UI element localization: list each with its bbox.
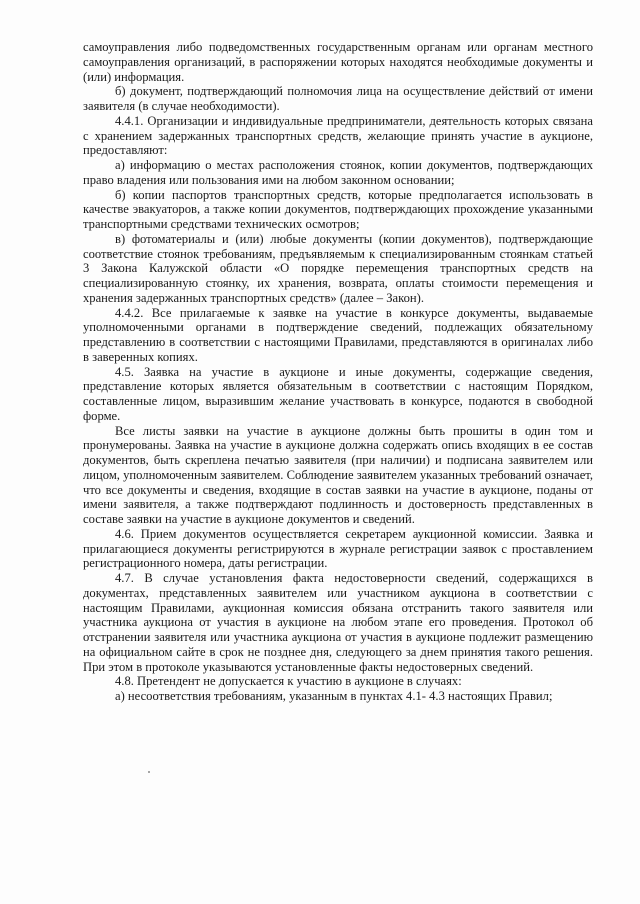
paragraph-continuation: самоуправления либо подведомственных государственным органам или органам местного самоуправления организаций, в распоряжении которых находятся необходимые документы и (или) информация. bbox=[83, 40, 593, 84]
paragraph-4-7: 4.7. В случае установления факта недостоверности сведений, содержащихся в документах, представленных заявителем или участником аукциона в соответствии с настоящим Правилами, аукционная комиссия обязана отстранить такого заявителя или участника аукциона от участия в аукционе на любом этапе его проведения. Протокол об отстранении заявителя или участника аукциона от участия в аукционе подлежит размещению на официальном сайте в срок не позднее дня, следующего за днем принятия такого решения. При этом в протоколе указываются установленные факты недостоверных сведений. bbox=[83, 571, 593, 674]
paragraph-item-v: в) фотоматериалы и (или) любые документы (копии документов), подтверждающие соответствие стоянок требованиям, предъявляемым к специализированным стоянкам статьей 3 Закона Калужской области «О порядке перемещения транспортных средств на специализированную стоянку, их хранения, возврата, оплаты стоимости перемещения и хранения задержанных транспортных средств» (далее – Закон). bbox=[83, 231, 593, 305]
paragraph-item-a: а) информацию о местах расположения стоянок, копии документов, подтверждающих право владения или пользования ими на любом законном основании; bbox=[83, 158, 593, 187]
paragraph-4-8-item-a: а) несоответствия требованиям, указанным в пунктах 4.1- 4.3 настоящих Правил; bbox=[115, 689, 553, 703]
paragraph-b-authority: б) документ, подтверждающий полномочия лица на осуществление действий от имени заявителя (в случае необходимости). bbox=[83, 84, 593, 113]
paragraph-4-4-1: 4.4.1. Организации и индивидуальные предприниматели, деятельность которых связана с хранением задержанных транспортных средств, желающие принять участие в аукционе, предоставляют: bbox=[83, 113, 593, 158]
paragraph-4-8: 4.8. Претендент не допускается к участию в аукционе в случаях: bbox=[115, 674, 462, 689]
paragraph-item-b: б) копии паспортов транспортных средств, которые предполагается использовать в качестве эвакуаторов, а также копии документов, подтверждающих прохождение указанными транспортными средствами технических осмотров; bbox=[83, 187, 593, 231]
paragraph-4-4-2: 4.4.2. Все прилагаемые к заявке на участие в конкурсе документы, выдаваемые уполномоченными органами в подтверждение сведений, подлежащих обязательному представлению в соответствии с настоящими Правилами, представляются в оригиналах либо в заверенных копиях. bbox=[83, 305, 593, 364]
document-body bbox=[83, 40, 593, 704]
paragraph-4-6: 4.6. Прием документов осуществляется секретарем аукционной комиссии. Заявка и прилагающиеся документы регистрируются в журнале регистрации заявок с проставлением регистрационного номера, даты регистрации. bbox=[83, 526, 593, 571]
scan-speck bbox=[148, 771, 150, 773]
paragraph-sheets: Все листы заявки на участие в аукционе должны быть прошиты в один том и пронумерованы. Заявка на участие в аукционе должна содержать опись входящих в ее состав документов, быть скреплена печатью заявителя (при наличии) и подписана заявителем или лицом, уполномоченным заявителем. Соблюдение заявителем указанных требований означает, что все документы и сведения, входящие в состав заявки на участие в аукционе, поданы от имени заявителя, а также подтверждают подлинность и достоверность представленных в составе заявки на участие в аукционе документов и сведений. bbox=[83, 423, 593, 526]
paragraph-4-5: 4.5. Заявка на участие в аукционе и иные документы, содержащие сведения, представление которых является обязательным в соответствии с настоящим Порядком, составленные лицом, выразившим желание участвовать в конкурсе, подаются в свободной форме. bbox=[83, 364, 593, 423]
